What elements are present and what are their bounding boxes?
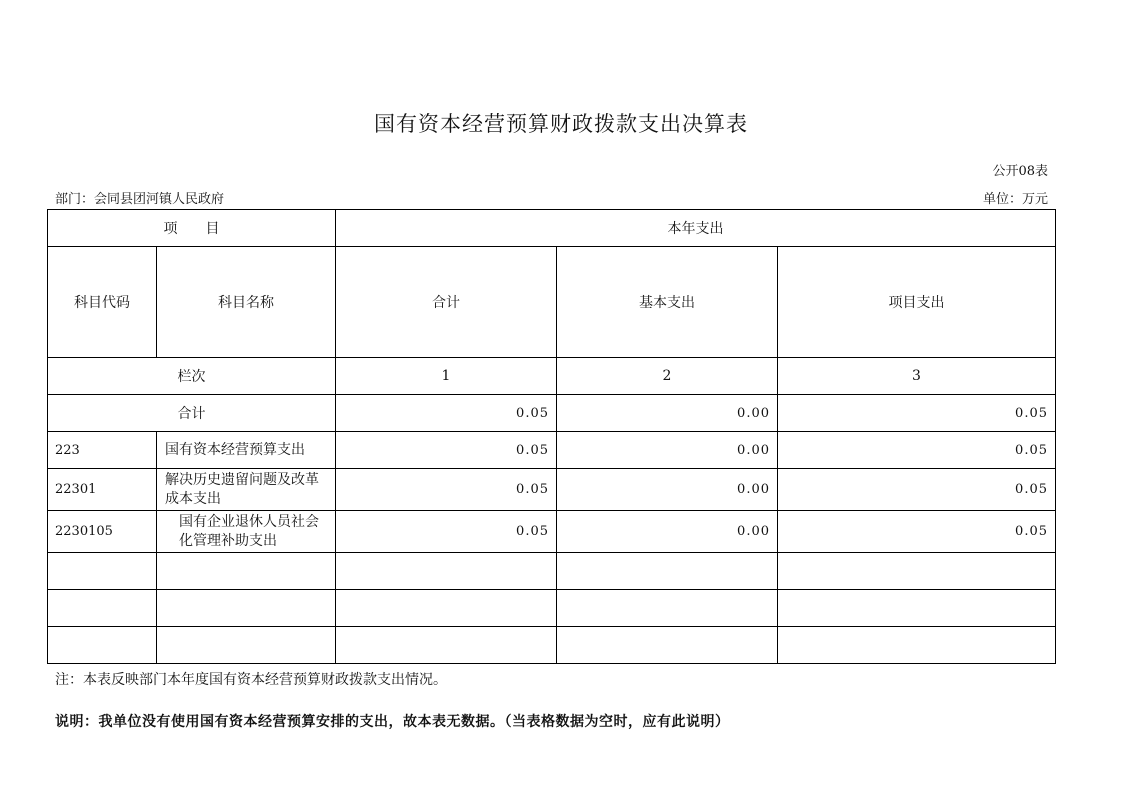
project-cell: 0.05 xyxy=(778,432,1056,469)
empty-row xyxy=(48,553,1056,590)
explanation-text: 说明：我单位没有使用国有资本经营预算安排的支出，故本表无数据。（当表格数据为空时，应有此说明） xyxy=(55,714,730,730)
basic-cell: 0.00 xyxy=(557,469,778,511)
basic-cell: 0.00 xyxy=(557,511,778,553)
empty-cell xyxy=(557,553,778,590)
total-project-value: 0.05 xyxy=(778,395,1056,432)
header-total: 合计 xyxy=(336,247,557,358)
project-cell: 0.05 xyxy=(778,511,1056,553)
unit-label: 单位：万元 xyxy=(982,192,1048,207)
empty-cell xyxy=(48,553,157,590)
department-label: 部门：会同县团河镇人民政府 xyxy=(55,192,225,207)
header-current-year: 本年支出 xyxy=(336,210,1056,247)
subject-name-cell: 国有资本经营预算支出 xyxy=(157,432,336,469)
table-row xyxy=(48,511,1056,553)
total-cell: 0.05 xyxy=(336,511,557,553)
page-title: 国有资本经营预算财政拨款支出决算表 xyxy=(374,112,748,136)
empty-cell xyxy=(778,627,1056,664)
total-basic-value: 0.00 xyxy=(557,395,778,432)
header-item: 项 目 xyxy=(48,210,336,247)
empty-cell xyxy=(557,590,778,627)
empty-cell xyxy=(336,590,557,627)
empty-cell xyxy=(48,627,157,664)
empty-cell xyxy=(778,553,1056,590)
empty-cell xyxy=(778,590,1056,627)
empty-row xyxy=(48,627,1056,664)
header-subject-code: 科目代码 xyxy=(48,247,157,358)
empty-cell xyxy=(557,627,778,664)
table-row xyxy=(48,432,1056,469)
table-note: 注：本表反映部门本年度国有资本经营预算财政拨款支出情况。 xyxy=(55,672,447,688)
column-index-label: 栏次 xyxy=(48,358,336,395)
total-cell: 0.05 xyxy=(336,469,557,511)
column-index-2: 2 xyxy=(557,358,778,395)
subject-code-cell: 223 xyxy=(48,432,157,469)
empty-cell xyxy=(336,627,557,664)
subject-name-cell: 国有企业退休人员社会化管理补助支出 xyxy=(157,511,336,553)
column-index-3: 3 xyxy=(778,358,1056,395)
header-project: 项目支出 xyxy=(778,247,1056,358)
total-row xyxy=(48,395,1056,432)
table-row xyxy=(48,469,1056,511)
empty-row xyxy=(48,590,1056,627)
column-index-1: 1 xyxy=(336,358,557,395)
empty-cell xyxy=(157,553,336,590)
empty-cell xyxy=(157,627,336,664)
project-cell: 0.05 xyxy=(778,469,1056,511)
total-label: 合计 xyxy=(48,395,336,432)
expenditure-table xyxy=(47,209,1056,664)
form-code: 公开08表 xyxy=(992,164,1048,179)
empty-cell xyxy=(336,553,557,590)
total-cell: 0.05 xyxy=(336,432,557,469)
subject-name-cell: 解决历史遗留问题及改革成本支出 xyxy=(157,469,336,511)
header-basic: 基本支出 xyxy=(557,247,778,358)
empty-cell xyxy=(157,590,336,627)
total-value: 0.05 xyxy=(336,395,557,432)
column-index-row xyxy=(48,358,1056,395)
subject-code-cell: 2230105 xyxy=(48,511,157,553)
header-subject-name: 科目名称 xyxy=(157,247,336,358)
empty-cell xyxy=(48,590,157,627)
header-row-columns xyxy=(48,247,1056,358)
header-row-top xyxy=(48,210,1056,247)
subject-code-cell: 22301 xyxy=(48,469,157,511)
basic-cell: 0.00 xyxy=(557,432,778,469)
